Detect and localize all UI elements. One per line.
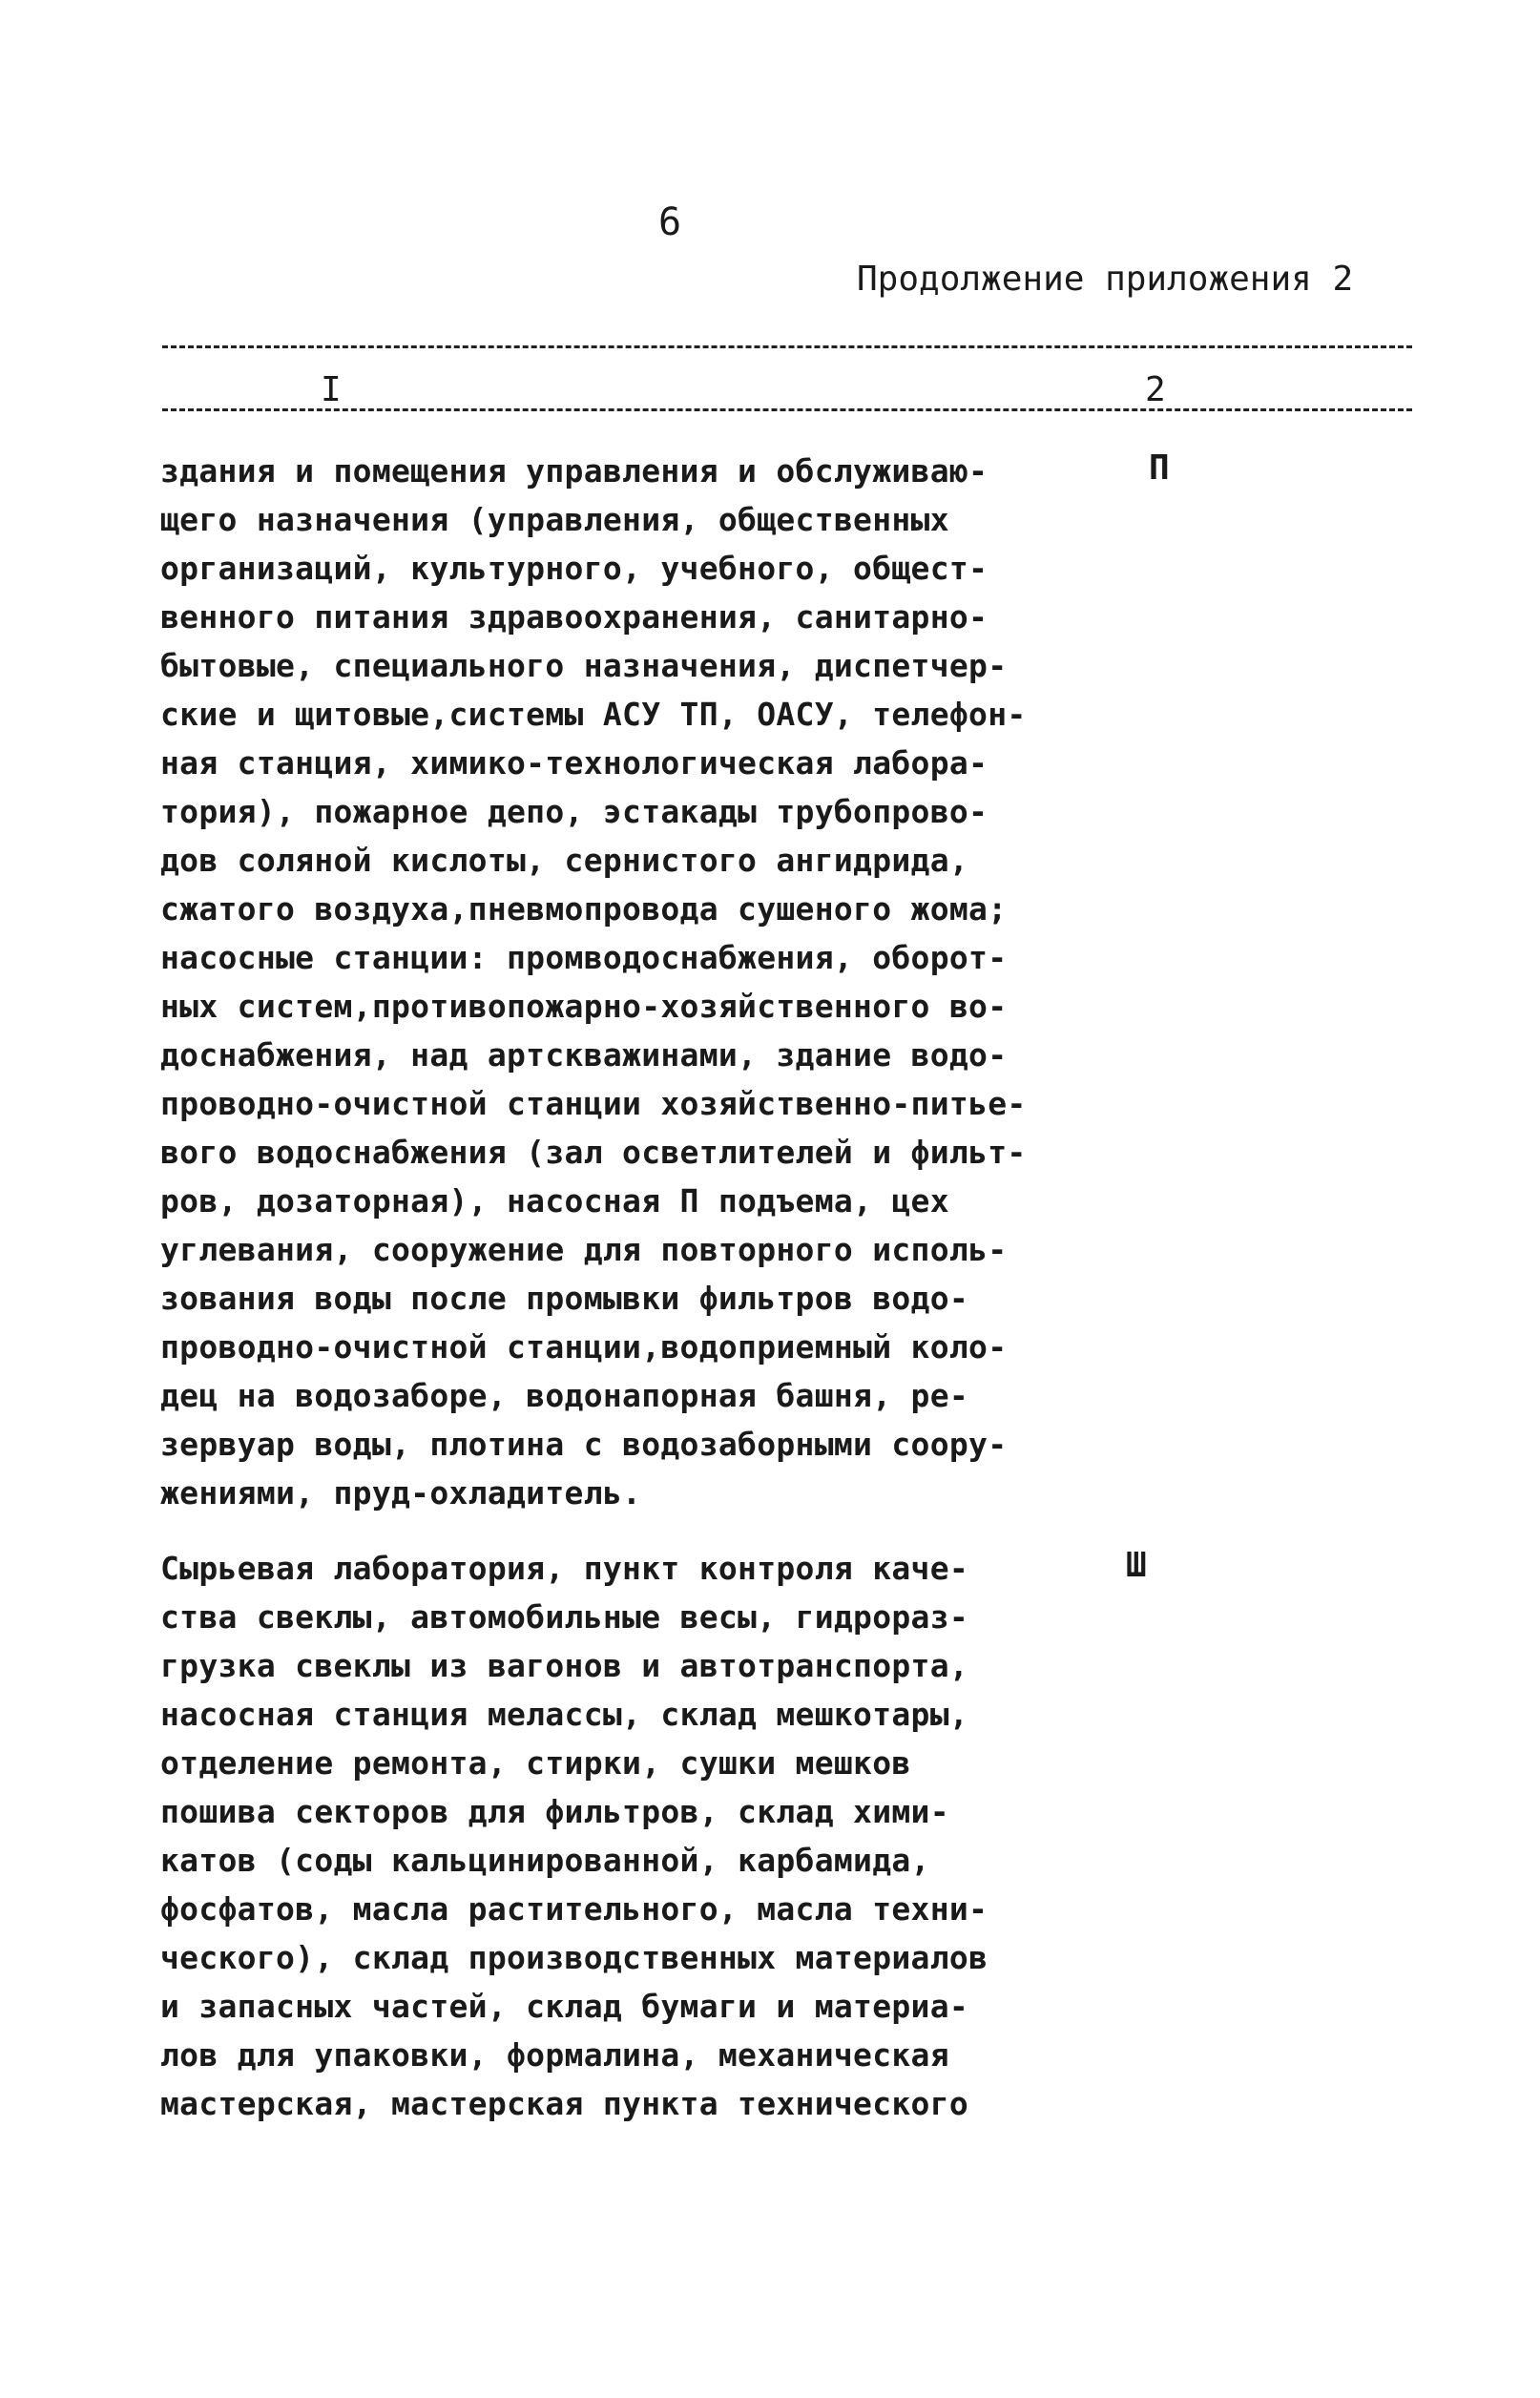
table-row-1-text: здания и помещения управления и обслуживаю- щего назначения (управления, общественных организаций, культурного, учебного, общест- венного питания здравоохранения, санитарно- бытовые, специального назначения, диспетчер- ские и щитовые,системы АСУ ТП, ОАСУ, телефон- ная станция, химико-технологическая лабора- тория), пожарное депо, эстакады трубопрово- дов соляной кислоты, сернистого ангидрида, сжатого воздуха,пневмопровода сушеного жома; насосные станции: промводоснабжения, оборот- ных систем,противопожарно-хозяйственного во- доснабжения, над артскважинами, здание водо- проводно-очистной станции хозяйственно-питье- вого водоснабжения (зал осветлителей и фильт- ров, дозаторная), насосная П подъема, цех углевания, сооружение для повторного исполь- зования воды после промывки фильтров водо- проводно-очистной станции,водоприемный коло- дец на водозаборе, водонапорная башня, ре- зервуар воды, плотина с водозаборными соору- жениями, пруд-охладитель. <box>160 452 1027 1512</box>
table-row-1-class: П <box>1149 448 1170 488</box>
table-top-rule <box>162 345 1412 348</box>
table-header-rule <box>162 408 1412 411</box>
page-number: 6 <box>658 200 682 244</box>
continuation-heading: Продолжение приложения 2 <box>857 260 1354 299</box>
table-row-2-text: Сырьевая лаборатория, пункт контроля каче- ства свеклы, автомобильные весы, гидрораз- грузка свеклы из вагонов и автотранспорта, насосная станция мелассы, склад мешкотары, отделение ремонта, стирки, сушки мешков пошива секторов для фильтров, склад хими- катов (соды кальцинированной, карбамида, фосфатов, масла растительного, масла техни- ческого), склад производственных материалов и запасных частей, склад бумаги и материа- лов для упаковки, формалина, механическая мастерская, мастерская пункта технического <box>160 1550 989 2122</box>
column-header-2: 2 <box>1145 370 1166 409</box>
column-header-1: I <box>321 370 342 409</box>
table-row-2-class: Ш <box>1126 1546 1147 1585</box>
